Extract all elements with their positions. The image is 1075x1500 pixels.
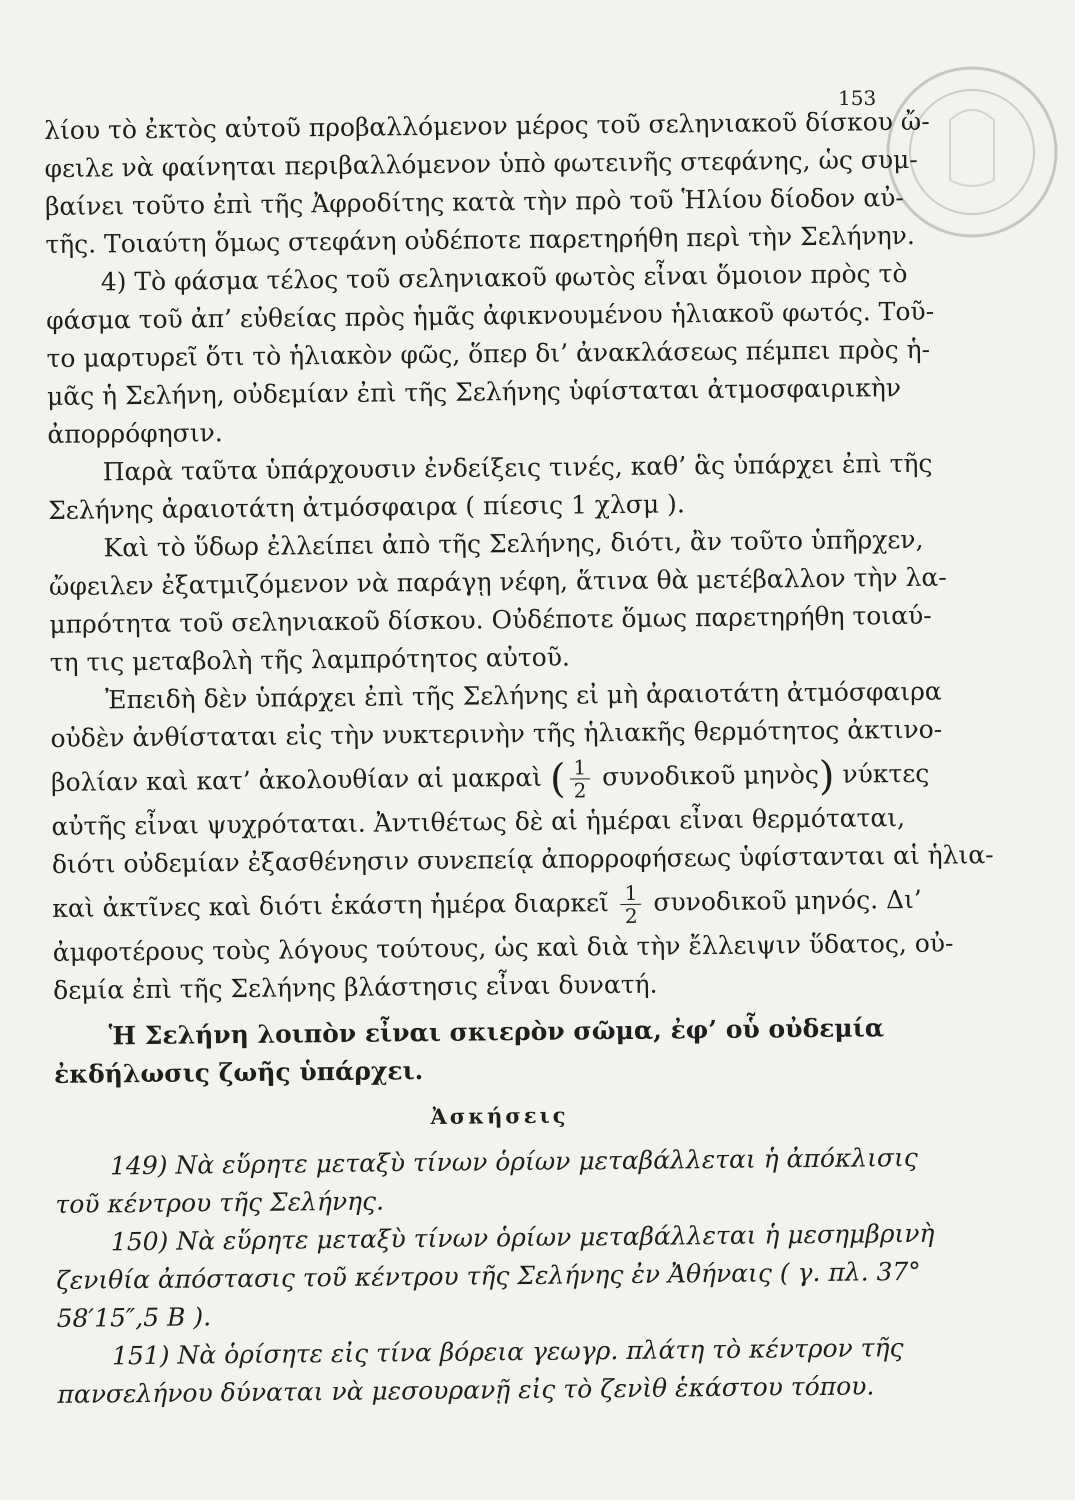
text-line: διότι οὐδεμίαν ἐξασθένησιν συνεπείᾳ ἀπορροφήσεως ὑφίστανται αἱ ἡλια- [51,840,994,879]
text-line: 4) Τὸ φάσμα τέλος τοῦ σεληνιακοῦ φωτὸς εἶναι ὅμοιον πρὸς τὸ [100,258,908,297]
text-line: ἀμφοτέρους τοὺς λόγους τούτους, ὡς καὶ διὰ τὴν ἔλλειψιν ὕδατος, οὐ- [52,928,954,967]
text-segment: συνοδικοῦ μηνός. Δι’ [653,884,922,917]
exercise-line: 149) Νὰ εὕρητε μεταξὺ τίνων ὁρίων μεταβάλλεται ἡ ἀπόκλισις [109,1142,918,1181]
text-line: Καὶ τὸ ὕδωρ ἐλλείπει ἀπὸ τῆς Σελήνης, διότι, ἂν τοῦτο ὑπῆρχεν, [103,524,924,563]
conclusion-line: ἐκδήλωσις ζωῆς ὑπάρχει. [53,1056,424,1089]
exercise-line: ζενιθία ἀπόστασις τοῦ κέντρου τῆς Σελήνης ἐν Ἀθήναις ( γ. πλ. 37° [56,1256,921,1295]
text-line: ἀπορρόφησιν. [47,418,223,449]
text-line: τη τις μεταβολὴ τῆς λαμπρότητος αὐτοῦ. [49,642,571,677]
text-line: Σελήνης ἀραιοτάτη ἀτμόσφαιρα ( πίεσις 1 χλσμ ). [48,489,685,525]
text-line: Παρὰ ταῦτα ὑπάρχουσιν ἐνδείξεις τινές, καθ’ ἃς ὑπάρχει ἐπὶ τῆς [102,448,933,487]
text-segment: νύκτες [842,758,930,789]
fraction-denominator: 2 [624,903,638,928]
fraction-numerator: 1 [621,882,642,905]
page-number: 153 [838,86,877,110]
fraction-numerator: 1 [569,756,590,779]
exercise-line: 151) Νὰ ὁρίσητε εἰς τίνα βόρεια γεωγρ. πλάτη τὸ κέντρον τῆς [111,1333,904,1371]
text-line: αὐτῆς εἶναι ψυχρόταται. Ἀντιθέτως δὲ αἱ ἡμέραι εἶναι θερμόταται, [51,803,906,841]
text-line: βαίνει τοῦτο ἐπὶ τῆς Ἀφροδίτης κατὰ τὴν πρὸ τοῦ Ἡλίου δίοδον αὐ- [44,183,904,221]
text-line: οὐδὲν ἀνθίσταται εἰς τὴν νυκτερινὴν τῆς ἡλιακῆς θερμότητος ἀκτινο- [50,714,943,753]
text-line: ὤφειλεν ἐξατμιζόμενον νὰ παράγῃ νέφη, ἅτινα θὰ μετέβαλλον τὴν λα- [48,562,947,601]
text-line: το μαρτυρεῖ ὅτι τὸ ἡλιακὸν φῶς, ὅπερ δι’ ἀνακλάσεως πέμπει πρὸς ἡ- [46,334,931,373]
exercise-line: 58′15″,5 Β ). [56,1302,212,1333]
exercises-heading: Ἀσκήσεις [430,1102,569,1130]
body-text [44,103,994,1414]
exercise-line: τοῦ κέντρου τῆς Σελήνης. [55,1186,385,1219]
fraction-denominator: 2 [573,778,587,803]
text-line: μπρότητα τοῦ σεληνιακοῦ δίσκου. Οὐδέποτε ὅμως παρετηρήθη τοιαύ- [49,600,932,639]
text-segment: βολίαν καὶ κατ’ ἀκολουθίαν αἱ μακραὶ [50,762,543,797]
text-line: τῆς. Τοιαύτη ὅμως στεφάνη οὐδέποτε παρετηρήθη περὶ τὴν Σελήνην. [45,220,915,259]
text-line: δεμία ἐπὶ τῆς Σελήνης βλάστησις εἶναι δυνατή. [53,969,658,1005]
text-line: λίου τὸ ἐκτὸς αὐτοῦ προβαλλόμενον μέρος τοῦ σεληνιακοῦ δίσκου ὤ- [44,106,930,145]
text-segment: καὶ ἀκτῖνες καὶ διότι ἑκάστη ἡμέρα διαρκεῖ [52,888,609,923]
exercise-line: πανσελήνου δύναται νὰ μεσουρανῇ εἰς τὸ ζενὶθ ἑκάστου τόπου. [57,1371,875,1409]
text-line: Ἐπειδὴ δὲν ὑπάρχει ἐπὶ τῆς Σελήνης εἰ μὴ ἀραιοτάτη ἀτμόσφαιρα [105,676,942,715]
text-line: φάσμα τοῦ ἀπ’ εὐθείας πρὸς ἡμᾶς ἀφικνουμένου ἡλιακοῦ φωτός. Τοῦ- [46,296,935,335]
exercise-line: 150) Νὰ εὕρητε μεταξὺ τίνων ὁρίων μεταβάλλεται ἡ μεσημβρινὴ [110,1218,935,1257]
conclusion-line: Ἡ Σελήνη λοιπὸν εἶναι σκιερὸν σῶμα, ἐφ’ οὗ οὐδεμία [108,1013,885,1051]
fraction-half [569,756,590,801]
paren-close: ) [818,753,835,800]
text-line: μᾶς ἡ Σελήνη, οὐδεμίαν ἐπὶ τῆς Σελήνης ὑφίσταται ἀτμοσφαιρικὴν [46,373,902,411]
paren-open: ( [549,756,566,803]
fraction-half [621,882,642,927]
text-segment: συνοδικοῦ μηνὸς [602,759,820,792]
text-line: φειλε νὰ φαίνηται περιβαλλόμενον ὑπὸ φωτεινῆς στεφάνης, ὡς συμ- [44,144,918,183]
